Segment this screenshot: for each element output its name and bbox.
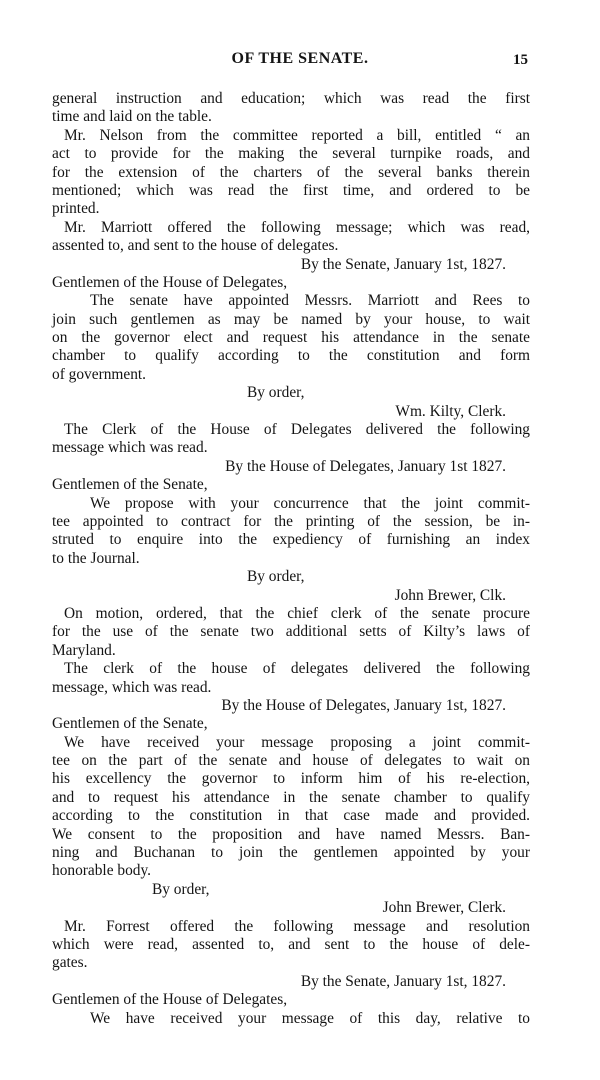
text-line: Mr. Forrest offered the following message and resolution	[64, 917, 530, 935]
text-line: time and laid on the table.	[52, 108, 212, 126]
text-line: By the Senate, January 1st, 1827.	[300, 972, 506, 990]
text-line: assented to, and sent to the house of delegates.	[52, 237, 339, 255]
text-line: honorable body.	[52, 862, 152, 880]
text-line: which were read, assented to, and sent to the house of dele-	[52, 935, 530, 953]
text-line: We have received your message of this day, relative to	[90, 1009, 530, 1027]
running-head: OF THE SENATE.	[231, 50, 369, 67]
text-line: Gentlemen of the Senate,	[52, 715, 208, 733]
text-line: Gentlemen of the House of Delegates,	[52, 273, 288, 291]
text-line: printed.	[52, 200, 100, 218]
text-line: struted to enquire into the expediency of furnishing an index	[52, 531, 530, 549]
text-line: gates.	[52, 954, 88, 972]
text-line: By the House of Delegates, January 1st, 1827.	[221, 696, 506, 714]
text-line: for the extension of the charters of the several banks therein	[52, 163, 530, 181]
text-line: Gentlemen of the Senate,	[52, 476, 208, 494]
text-line: By order,	[247, 568, 305, 586]
text-line: John Brewer, Clk.	[394, 586, 506, 604]
text-line: general instruction and education; which was read the first	[52, 90, 530, 107]
text-line: join such gentlemen as may be named by your house, to wait	[52, 310, 530, 328]
text-line: Wm. Kilty, Clerk.	[395, 402, 506, 420]
text-line: Mr. Nelson from the committee reported a bill, entitled “ an	[64, 126, 530, 144]
text-line: By order,	[152, 880, 210, 898]
text-line: By the House of Delegates, January 1st 1827.	[225, 457, 506, 475]
text-line: Gentlemen of the House of Delegates,	[52, 991, 288, 1009]
text-line: The clerk of the house of delegates delivered the following	[64, 660, 530, 678]
text-line: On motion, ordered, that the chief clerk of the senate procure	[64, 604, 530, 622]
text-line: and to request his attendance in the senate chamber to qualify	[52, 788, 530, 806]
text-line: Maryland.	[52, 641, 116, 659]
text-line: We propose with your concurrence that the joint commit-	[90, 494, 530, 512]
text-line: By order,	[247, 384, 305, 402]
text-line: to the Journal.	[52, 549, 140, 567]
text-line: By the Senate, January 1st, 1827.	[300, 255, 506, 273]
page-number: 15	[513, 52, 528, 68]
text-line: The senate have appointed Messrs. Marriott and Rees to	[90, 292, 530, 310]
text-line: tee on the part of the senate and house of delegates to wait on	[52, 752, 530, 770]
text-line: for the use of the senate two additional setts of Kilty’s laws of	[52, 623, 530, 641]
text-line: The Clerk of the House of Delegates delivered the following	[64, 421, 530, 439]
text-line: his excellency the governor to inform him of his re-election,	[52, 770, 530, 788]
text-line: according to the constitution in that case made and provided.	[52, 807, 530, 825]
text-line: ning and Buchanan to join the gentlemen appointed by your	[52, 844, 530, 862]
text-line: We have received your message proposing a joint commit-	[64, 733, 530, 751]
text-line: tee appointed to contract for the printing of the session, be in-	[52, 512, 530, 530]
text-line: chamber to qualify according to the constitution and form	[52, 347, 530, 365]
text-line: Mr. Marriott offered the following message; which was read,	[64, 218, 530, 236]
text-line: We consent to the proposition and have named Messrs. Ban-	[52, 825, 530, 843]
text-line: mentioned; which was read the first time, and ordered to be	[52, 181, 530, 199]
text-line: on the governor elect and request his attendance in the senate	[52, 329, 530, 347]
text-line: of government.	[52, 365, 147, 383]
text-line: act to provide for the making the several turnpike roads, and	[52, 145, 530, 163]
page-body-text	[52, 90, 530, 1028]
text-line: John Brewer, Clerk.	[382, 899, 506, 917]
text-line: message, which was read.	[52, 678, 212, 696]
text-line: message which was read.	[52, 439, 208, 457]
